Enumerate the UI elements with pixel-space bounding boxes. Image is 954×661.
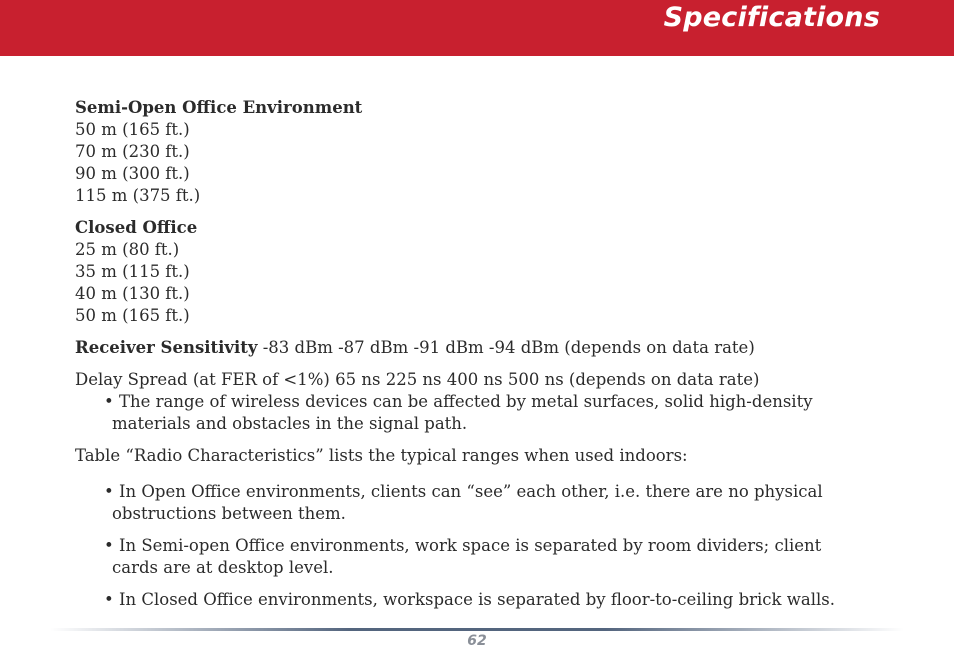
receiver-sensitivity-label: Receiver Sensitivity: [75, 338, 258, 357]
bullet-continuation: materials and obstacles in the signal path.: [112, 414, 468, 433]
bullet-item: • In Semi-open Office environments, work space is separated by room dividers; client: [104, 536, 822, 555]
range-line: 90 m (300 ft.): [75, 164, 190, 183]
range-line: 35 m (115 ft.): [75, 262, 190, 281]
bullet-item: • In Open Office environments, clients can “see” each other, i.e. there are no physical: [104, 482, 823, 501]
delay-spread: Delay Spread (at FER of <1%) 65 ns 225 ns 400 ns 500 ns (depends on data rate): [75, 370, 760, 389]
bullet-continuation: cards are at desktop level.: [112, 558, 334, 577]
header-bar: [0, 0, 954, 56]
table-intro: Table “Radio Characteristics” lists the typical ranges when used indoors:: [75, 446, 688, 465]
range-line: 25 m (80 ft.): [75, 240, 180, 259]
page-title: Specifications: [663, 2, 880, 33]
bullet-continuation: obstructions between them.: [112, 504, 346, 523]
section-heading-closed-office: Closed Office: [75, 218, 198, 237]
page-number: 62: [467, 633, 487, 649]
range-line: 70 m (230 ft.): [75, 142, 190, 161]
range-line: 115 m (375 ft.): [75, 186, 201, 205]
range-line: 50 m (165 ft.): [75, 306, 190, 325]
footer-divider: [50, 628, 904, 631]
document-body: [75, 97, 915, 611]
bullet-item: • The range of wireless devices can be affected by metal surfaces, solid high-density: [104, 392, 813, 411]
receiver-sensitivity: [75, 337, 915, 359]
section-heading-semi-open: Semi-Open Office Environment: [75, 98, 363, 117]
range-line: 50 m (165 ft.): [75, 120, 190, 139]
bullet-item: • In Closed Office environments, workspace is separated by floor-to-ceiling brick walls.: [104, 590, 836, 609]
range-line: 40 m (130 ft.): [75, 284, 190, 303]
receiver-sensitivity-value: -83 dBm -87 dBm -91 dBm -94 dBm (depends on data rate): [257, 338, 755, 357]
